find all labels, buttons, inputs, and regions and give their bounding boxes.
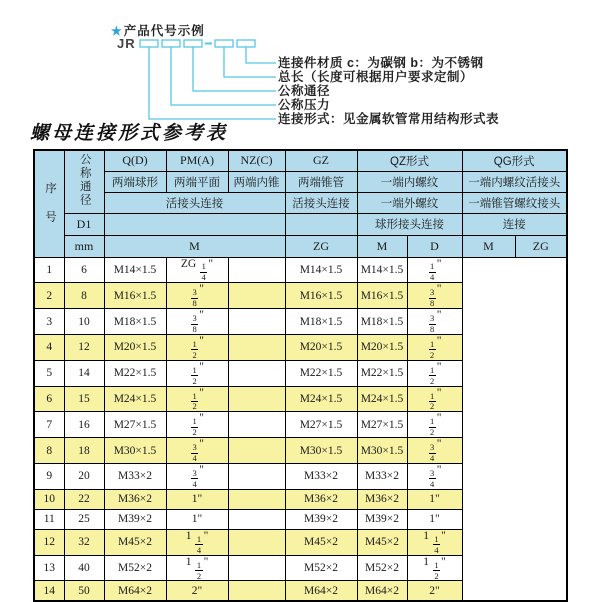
- cell-qz-d: M18×1.5: [285, 309, 357, 335]
- cell-qg-m: M24×1.5: [357, 386, 407, 412]
- header-row-2: [34, 171, 567, 192]
- diagram-label-length: 总长（长度可根据用户要求定制）: [278, 70, 474, 84]
- cell-gz: $\frac{3}{4}$ ": [166, 464, 228, 490]
- cell-qg-zg: $\frac{3}{4}$ ": [407, 438, 462, 464]
- cell-qz-m: [228, 257, 285, 283]
- cell-qg-m: M22×1.5: [357, 360, 407, 386]
- cell-qz-m: [228, 412, 285, 438]
- cell-qz-m: [228, 555, 285, 581]
- cell-gz: $\frac{3}{8}$ ": [166, 309, 228, 335]
- cell-m: M22×1.5: [104, 360, 166, 386]
- cell-qz-d: M14×1.5: [285, 257, 357, 283]
- cell-seq: 12: [34, 529, 64, 555]
- header-qd-desc: 两端球形: [104, 171, 166, 192]
- header-qg-desc: 一端内螺纹活接头: [462, 171, 567, 192]
- nut-connection-table: [33, 149, 568, 602]
- cell-m: M64×2: [104, 581, 166, 601]
- cell-dn-mm: 10: [64, 309, 104, 335]
- cell-dn-mm: 32: [64, 529, 104, 555]
- cell-dn-mm: 20: [64, 464, 104, 490]
- header-qz-ball-joint: 球形接头连接: [357, 213, 462, 235]
- cell-gz: 1 $\frac{1}{4}$ ": [166, 529, 228, 555]
- header-m: M: [104, 235, 285, 257]
- header-qg-connect: 连接: [462, 213, 567, 235]
- cell-seq: 4: [34, 334, 64, 360]
- diagram-label-material: 连接件材质 c：为碳钢 b：为不锈钢: [278, 56, 484, 70]
- cell-seq: 10: [34, 489, 64, 509]
- header-qg-m: M: [462, 235, 515, 257]
- table-row: [34, 386, 567, 412]
- cell-m: M30×1.5: [104, 438, 166, 464]
- cell-qz-d: M52×2: [285, 555, 357, 581]
- cell-qg-zg: $\frac{1}{2}$ ": [407, 360, 462, 386]
- header-qd: Q(D): [104, 150, 166, 171]
- cell-gz: $\frac{1}{2}$ ": [166, 412, 228, 438]
- cell-dn-mm: 50: [64, 581, 104, 601]
- cell-qg-zg: 1 $\frac{1}{4}$ ": [407, 529, 462, 555]
- cell-qz-m: [228, 360, 285, 386]
- diagram-label-pressure: 公称压力: [278, 98, 331, 112]
- cell-dn-mm: 16: [64, 412, 104, 438]
- table-row: [34, 581, 567, 601]
- cell-qg-m: M52×2: [357, 555, 407, 581]
- code-prefix: JR: [117, 36, 136, 51]
- cell-gz: 1 $\frac{1}{2}$ ": [166, 555, 228, 581]
- cell-m: M27×1.5: [104, 412, 166, 438]
- cell-seq: 8: [34, 438, 64, 464]
- header-gz-union-joint: 活接头连接: [285, 192, 357, 213]
- header-nz-desc: 两端内锥: [228, 171, 285, 192]
- cell-gz: 1": [166, 509, 228, 529]
- table-row: [34, 464, 567, 490]
- diagram-caption-text: 产品代号示例: [123, 24, 205, 38]
- cell-gz: $\frac{3}{4}$ ": [166, 438, 228, 464]
- cell-qg-zg: 2": [407, 581, 462, 601]
- cell-qz-d: M27×1.5: [285, 412, 357, 438]
- star-icon: ★: [111, 24, 123, 38]
- table-row: [34, 257, 567, 283]
- cell-qg-zg: $\frac{3}{8}$ ": [407, 309, 462, 335]
- cell-qz-m: [228, 489, 285, 509]
- cell-dn-mm: 15: [64, 386, 104, 412]
- cell-qg-m: M64×2: [357, 581, 407, 601]
- cell-m: M16×1.5: [104, 283, 166, 309]
- cell-qg-m: M45×2: [357, 529, 407, 555]
- header-seq: 序号: [34, 150, 64, 257]
- code-box-1: [140, 40, 158, 47]
- code-box-5: [237, 40, 255, 47]
- cell-qz-m: [228, 438, 285, 464]
- cell-qz-m: [228, 386, 285, 412]
- cell-qg-m: M14×1.5: [357, 257, 407, 283]
- cell-qg-zg: $\frac{3}{4}$ ": [407, 464, 462, 490]
- cell-qg-zg: 1": [407, 489, 462, 509]
- cell-m: M39×2: [104, 509, 166, 529]
- header-qz-desc: 一端内螺纹: [357, 171, 462, 192]
- cell-m: M20×1.5: [104, 334, 166, 360]
- cell-qg-zg: $\frac{1}{2}$ ": [407, 334, 462, 360]
- header-empty-cell: [104, 213, 285, 235]
- cell-qz-d: M36×2: [285, 489, 357, 509]
- cell-seq: 11: [34, 509, 64, 529]
- cell-qg-m: M18×1.5: [357, 309, 407, 335]
- header-row-3: [34, 192, 567, 213]
- code-box-3: [184, 40, 202, 47]
- cell-gz: ZG $\frac{1}{4}$ ": [166, 257, 228, 283]
- cell-qz-d: M16×1.5: [285, 283, 357, 309]
- cell-qg-m: M33×2: [357, 464, 407, 490]
- header-d1: D1: [64, 213, 104, 235]
- header-pm: PM(A): [166, 150, 228, 171]
- cell-qz-d: M24×1.5: [285, 386, 357, 412]
- cell-qg-zg: 1 $\frac{1}{2}$ ": [407, 555, 462, 581]
- page-title: 螺母连接形式参考表: [30, 123, 229, 144]
- header-qg-zg: ZG: [515, 235, 567, 257]
- cell-dn-mm: 6: [64, 257, 104, 283]
- header-qg-taper: 一端锥管螺纹接头: [462, 192, 567, 213]
- diagram-label-connection: 连接形式：见金属软管常用结构形式表: [278, 112, 500, 126]
- cell-m: M36×2: [104, 489, 166, 509]
- cell-seq: 1: [34, 257, 64, 283]
- cell-dn-mm: 40: [64, 555, 104, 581]
- header-row-4: [34, 213, 567, 235]
- code-box-4: [215, 40, 233, 47]
- cell-seq: 6: [34, 386, 64, 412]
- header-qg-form: QG形式: [462, 150, 567, 171]
- header-empty-cell: [285, 213, 357, 235]
- cell-seq: 5: [34, 360, 64, 386]
- cell-m: M18×1.5: [104, 309, 166, 335]
- cell-seq: 13: [34, 555, 64, 581]
- header-nz: NZ(C): [228, 150, 285, 171]
- cell-dn-mm: 14: [64, 360, 104, 386]
- table-row: [34, 555, 567, 581]
- table-row: [34, 334, 567, 360]
- cell-gz: 2": [166, 581, 228, 601]
- cell-m: M33×2: [104, 464, 166, 490]
- header-gz: GZ: [285, 150, 357, 171]
- cell-qz-d: M20×1.5: [285, 334, 357, 360]
- header-union-joint: 活接头连接: [104, 192, 285, 213]
- cell-qz-m: [228, 464, 285, 490]
- table-row: [34, 309, 567, 335]
- cell-m: M45×2: [104, 529, 166, 555]
- cell-gz: $\frac{1}{2}$ ": [166, 360, 228, 386]
- header-qz-m: M: [357, 235, 407, 257]
- cell-gz: 1": [166, 489, 228, 509]
- cell-qg-m: M36×2: [357, 489, 407, 509]
- cell-qz-m: [228, 509, 285, 529]
- cell-qg-m: M39×2: [357, 509, 407, 529]
- table-row: [34, 283, 567, 309]
- cell-dn-mm: 18: [64, 438, 104, 464]
- cell-dn-mm: 22: [64, 489, 104, 509]
- table-row: [34, 509, 567, 529]
- cell-qz-d: M30×1.5: [285, 438, 357, 464]
- cell-qg-zg: $\frac{1}{4}$ ": [407, 257, 462, 283]
- header-qz-d: D: [407, 235, 462, 257]
- header-qz-external: 一端外螺纹: [357, 192, 462, 213]
- table-row: [34, 412, 567, 438]
- cell-qg-m: M30×1.5: [357, 438, 407, 464]
- cell-m: M14×1.5: [104, 257, 166, 283]
- cell-qg-m: M16×1.5: [357, 283, 407, 309]
- cell-dn-mm: 12: [64, 334, 104, 360]
- cell-seq: 7: [34, 412, 64, 438]
- cell-qz-m: [228, 283, 285, 309]
- cell-m: M52×2: [104, 555, 166, 581]
- header-row-5: [34, 235, 567, 257]
- cell-seq: 14: [34, 581, 64, 601]
- cell-dn-mm: 25: [64, 509, 104, 529]
- header-zg: ZG: [285, 235, 357, 257]
- cell-qg-zg: $\frac{1}{2}$ ": [407, 386, 462, 412]
- cell-seq: 2: [34, 283, 64, 309]
- cell-qz-m: [228, 334, 285, 360]
- table-row: [34, 489, 567, 509]
- cell-qg-zg: $\frac{3}{8}$ ": [407, 283, 462, 309]
- header-row-1: [34, 150, 567, 171]
- cell-gz: $\frac{3}{8}$ ": [166, 283, 228, 309]
- table-row: [34, 438, 567, 464]
- diagram-label-diameter: 公称通径: [278, 84, 331, 98]
- cell-qg-m: M20×1.5: [357, 334, 407, 360]
- table-body: [34, 257, 567, 601]
- cell-seq: 9: [34, 464, 64, 490]
- cell-qg-m: M27×1.5: [357, 412, 407, 438]
- cell-qz-d: M39×2: [285, 509, 357, 529]
- header-mm: mm: [64, 235, 104, 257]
- header-qz-form: QZ形式: [357, 150, 462, 171]
- cell-qz-d: M33×2: [285, 464, 357, 490]
- cell-qz-m: [228, 581, 285, 601]
- table-row: [34, 529, 567, 555]
- cell-dn-mm: 8: [64, 283, 104, 309]
- cell-qz-m: [228, 309, 285, 335]
- table-row: [34, 360, 567, 386]
- header-nominal-diameter: 公称通径: [64, 150, 104, 213]
- cell-qz-d: M45×2: [285, 529, 357, 555]
- cell-gz: $\frac{1}{2}$ ": [166, 386, 228, 412]
- cell-m: M24×1.5: [104, 386, 166, 412]
- cell-qg-zg: $\frac{1}{2}$ ": [407, 412, 462, 438]
- cell-gz: $\frac{1}{2}$ ": [166, 334, 228, 360]
- cell-qz-m: [228, 529, 285, 555]
- header-pm-desc: 两端平面: [166, 171, 228, 192]
- cell-qz-d: M64×2: [285, 581, 357, 601]
- cell-qz-d: M22×1.5: [285, 360, 357, 386]
- cell-seq: 3: [34, 309, 64, 335]
- code-box-2: [162, 40, 180, 47]
- header-gz-desc: 两端锥管: [285, 171, 357, 192]
- cell-qg-zg: 1": [407, 509, 462, 529]
